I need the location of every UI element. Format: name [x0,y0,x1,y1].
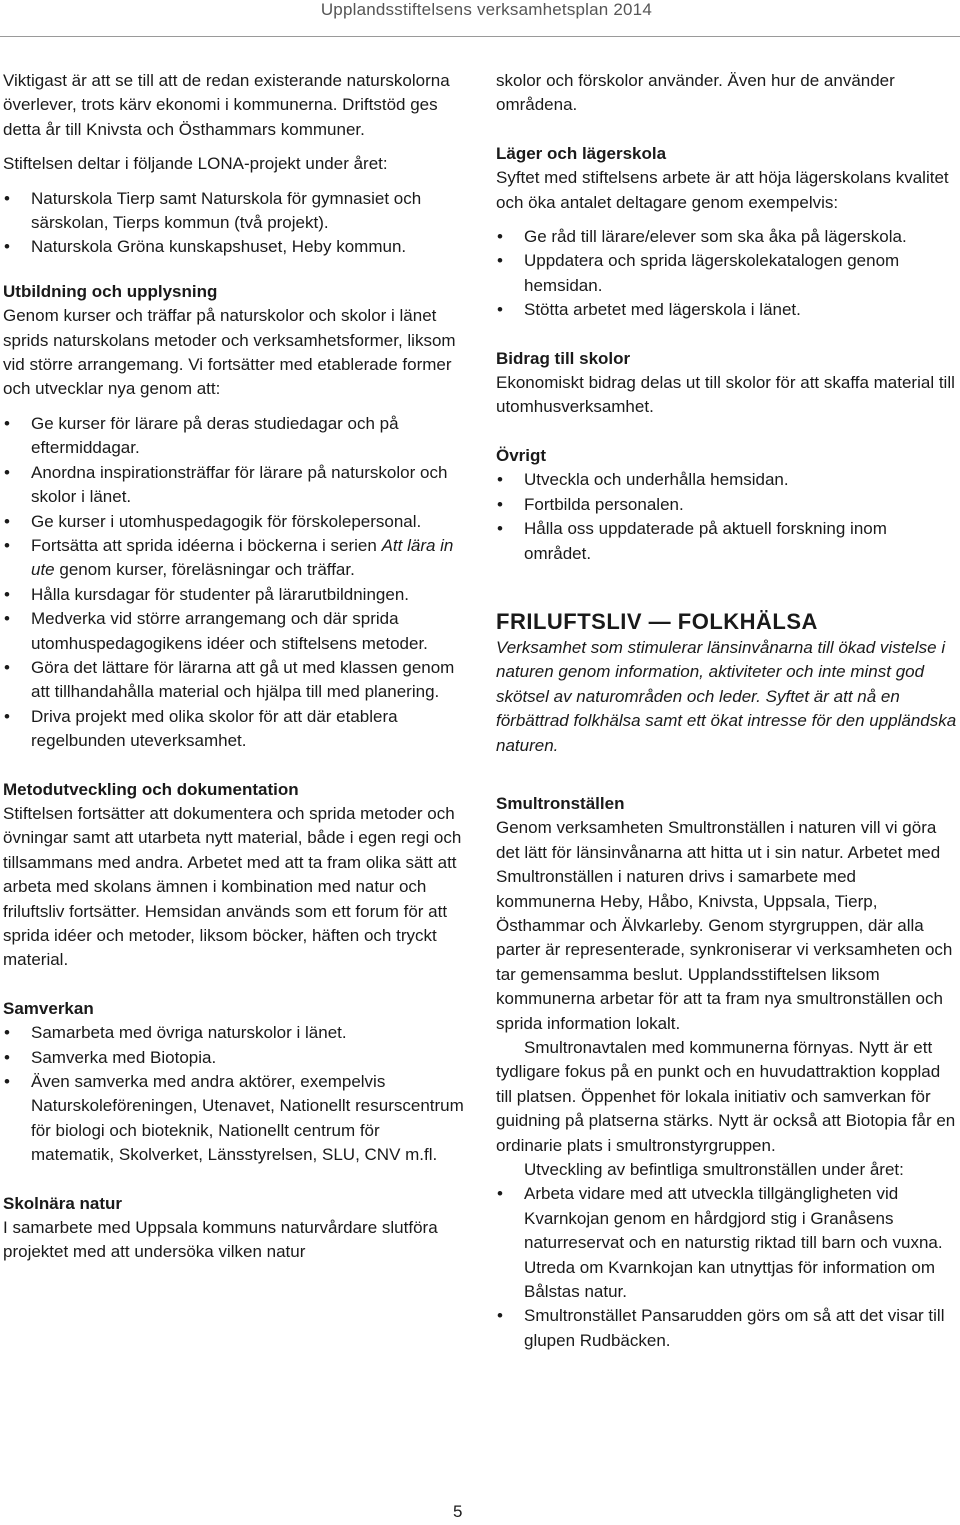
list-item: • Arbeta vidare med att utveckla tillgängligheten vid Kvarnkojan genom en hårdgjord stig i Granåsens naturreservat och en naturstig riktad till barn och vuxna. Utreda om Kvarnkojan kan utnyttjas för information om Bålstas natur. [496,1182,958,1304]
lager-text: Syftet med stiftelsens arbete är att höja lägerskolans kvalitet och öka antalet deltagare genom exempelvis: [496,168,949,212]
lona-intro: Stiftelsen deltar i följande LONA-projekt under året: [3,154,388,174]
ovrigt-heading: Övrigt [496,445,547,465]
skolnara-text: I samarbete med Uppsala kommuns naturvårdare slutföra projektet med att undersöka vilken natur [3,1218,438,1262]
list-item: • Hålla kursdagar för studenter på lärarutbildningen. [3,583,465,607]
list-item: • Anordna inspirationsträffar för lärare på naturskolor och skolor i länet. [3,461,465,510]
list-item: • Ge råd till lärare/elever som ska åka på lägerskola. [496,225,958,249]
list-item: • Stötta arbetet med lägerskola i länet. [496,298,958,322]
page-header [0,0,960,44]
lona-list [3,187,465,260]
smultron-list [496,1182,958,1353]
utbildning-text: Genom kurser och träffar på naturskolor och skolor i länet sprids naturskolans metoder och verksamhetsformer, liksom vid större arrangemang. Vi fortsätter med etablerade former och utvecklar nya genom att: [3,306,456,399]
list-item: • Naturskola Tierp samt Naturskola för gymnasiet och särskolan, Tierps kommun (två projekt). [3,187,465,236]
list-item: • Driva projekt med olika skolor för att där etablera regelbunden uteverksamhet. [3,705,465,754]
page-number-text: 5 [453,1502,463,1521]
list-item: • Medverka vid större arrangemang och där sprida utomhuspedagogikens idéer och stiftelsens metoder. [3,607,465,656]
bidrag-heading: Bidrag till skolor [496,348,631,368]
smultron-paragraph: Genom verksamheten Smultronställen i naturen vill vi göra det lätt för länsinvånarna att hitta ut i sin natur. Arbetet med Smultronställen i naturen drivs i samarbete med kommunerna Heby, Håbo, Knivsta, Uppsala, Tierp, Östhammar och Älvkarleby. Genom styrgruppen, där alla parter är representerade, synkroniserar vi verksamheten och tar gemensamma beslut. Upplandsstiftelsen liksom kommunerna arbetar för att ta fram nya smultronställen och sprida information lokalt. [496,818,953,1033]
skolnara-heading: Skolnära natur [3,1193,123,1213]
friluftsliv-intro: Verksamhet som stimulerar länsinvånarna till ökad vistelse i naturen genom information, aktiviteter och inte minst god skötsel av naturområden och leder. Syftet är att nå en förbättrad folkhälsa samt ett ökat intresse för den uppländska naturen. [496,637,957,755]
list-item: • Samarbeta med övriga naturskolor i länet. [3,1021,465,1045]
utbildning-list [3,412,465,754]
intro-paragraph: Viktigast är att se till att de redan existerande naturskolorna överlever, trots kärv ekonomi i kommunerna. Driftstöd ges detta år till Knivsta och Östhammars kommuner. [3,71,450,139]
header-divider [0,36,960,37]
metod-text: Stiftelsen fortsätter att dokumentera och sprida metoder och övningar samt att utarbeta nytt material, både i egen regi och tillsammans med andra. Arbetet med att ta fram olika sätt att arbeta med skolans ämnen i kombination med natur och friluftsliv fortsätter. Hemsidan används som ett forum för att sprida idéer och metoder, liksom böcker, häften och tryckt material. [3,803,462,970]
samverkan-heading: Samverkan [3,998,94,1018]
list-item: • Även samverka med andra aktörer, exempelvis Naturskoleföreningen, Utenavet, Nationellt resurscentrum för biologi och bioteknik, Nationellt centrum för matematik, Skolverket, Länsstyrelsen, SLU, CNV m.fl. [3,1070,465,1168]
list-item: • Samverka med Biotopia. [3,1046,465,1070]
ovrigt-list [496,468,958,566]
item-text: genom kurser, föreläsningar och träffar. [54,560,355,580]
left-column [3,69,465,1265]
samverkan-list [3,1021,465,1167]
book-series-title: Att lära in ute [31,535,454,580]
smultron-paragraph: Utveckling av befintliga smultronställen under året: [524,1160,904,1180]
list-item: • Uppdatera och sprida lägerskolekatalogen genom hemsidan. [496,249,958,298]
list-item: • Hålla oss uppdaterade på aktuell forskning inom området. [496,517,958,566]
list-item: • Fortbilda personalen. [496,493,958,517]
lager-heading: Läger och lägerskola [496,143,667,163]
friluftsliv-heading: FRILUFTSLIV — FOLKHÄLSA [496,608,818,634]
right-column [496,69,958,1373]
continued-text: skolor och förskolor använder. Även hur de använder områdena. [496,71,895,115]
item-text: Fortsätta att sprida idéerna i böckerna i serien [31,535,382,555]
lager-list [496,225,958,323]
list-item: • Ge kurser i utomhuspedagogik för förskolepersonal. [3,510,465,534]
list-item: • Ge kurser för lärare på deras studiedagar och på eftermiddagar. [3,412,465,461]
list-item: • Göra det lättare för lärarna att gå ut med klassen genom att tillhandahålla material och hjälpa till med planering. [3,656,465,705]
smultron-heading: Smultronställen [496,793,625,813]
metod-heading: Metodutveckling och dokumentation [3,779,299,799]
list-item [3,534,465,583]
bidrag-text: Ekonomiskt bidrag delas ut till skolor för att skaffa material till utomhusverksamhet. [496,373,955,417]
list-item: • Utveckla och underhålla hemsidan. [496,468,958,492]
list-item: • Smultronstället Pansarudden görs om så att det visar till glupen Rudbäcken. [496,1304,958,1353]
smultron-paragraph: Smultronavtalen med kommunerna förnyas. Nytt är ett tydligare fokus på en punkt och en huvudattraktion kopplad till platsen. Öppenhet för lokala initiativ och samverkan för guidning på platserna stärks. Nytt är också att Biotopia får en ordinarie plats i smultronstyrgruppen. [496,1038,956,1155]
utbildning-heading: Utbildning och upplysning [3,281,218,301]
list-item: • Naturskola Gröna kunskapshuset, Heby kommun. [3,235,465,259]
header-title: Upplandsstiftelsens verksamhetsplan 2014 [320,0,652,19]
